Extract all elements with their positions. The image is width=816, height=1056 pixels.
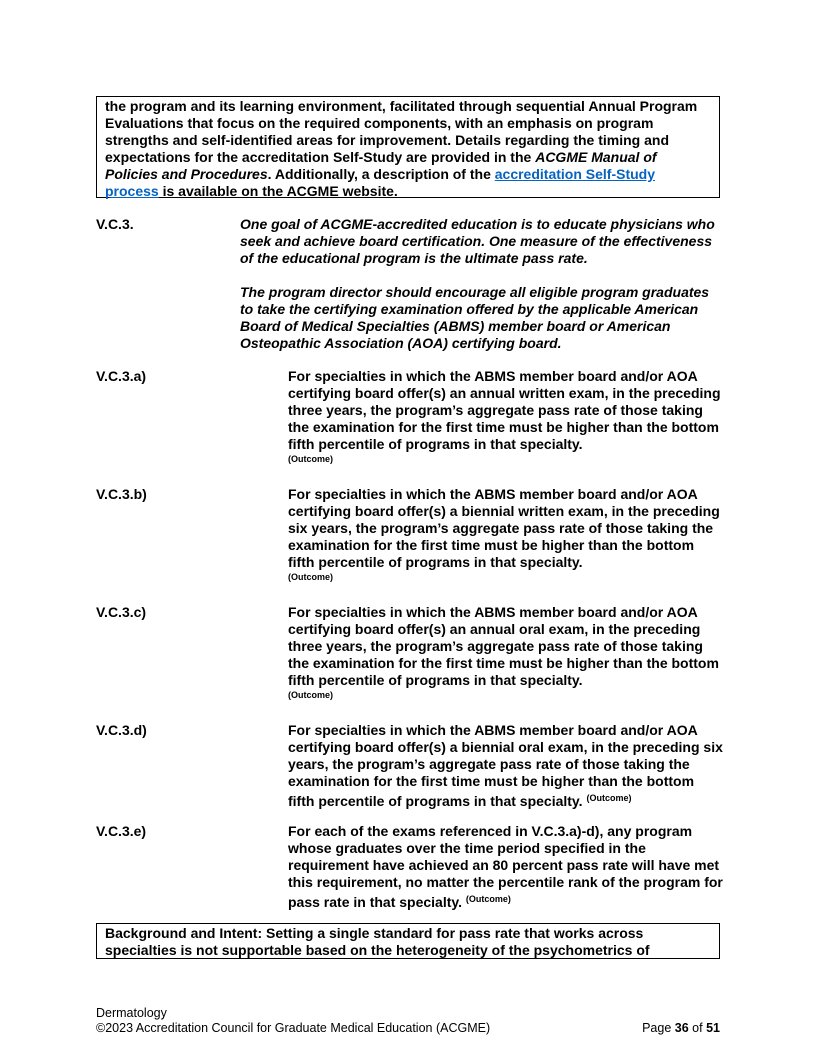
requirement-text: [288, 722, 724, 810]
outcome-tag: (Outcome): [288, 690, 333, 700]
requirement-paragraph: One goal of ACGME-accredited education is to educate physicians who seek and achieve board certification. One measure of the effectiveness of the educational program is the ultimate pass rate.: [240, 216, 715, 266]
outcome-tag: (Outcome): [288, 454, 333, 464]
requirement-number: V.C.3.e): [96, 823, 147, 839]
manual-title: ACGME Manual of Policies and Procedures: [105, 149, 657, 182]
requirement-body: For specialties in which the ABMS member board and/or AOA certifying board offer(s) a biennial oral exam, in the preceding six years, the program’s aggregate pass rate of those taking the examination for the first time must be higher than the bottom fifth percentile of programs in that specialty.: [288, 722, 723, 809]
requirement-number: V.C.3.c): [96, 604, 147, 620]
requirement-paragraph: The program director should encourage all eligible program graduates to take the certifying examination offered by the applicable American Board of Medical Specialties (ABMS) member board or American Osteopathic Association (AOA) certifying board.: [240, 284, 710, 351]
self-study-link[interactable]: accreditation Self-Study process: [105, 166, 656, 199]
requirement-number: V.C.3.: [96, 216, 134, 232]
requirement-body: For specialties in which the ABMS member board and/or AOA certifying board offer(s) an annual written exam, in the preceding three years, the program’s aggregate pass rate of those taking the examination for the first time must be higher than the bottom fifth percentile of programs in that specialty.: [288, 368, 721, 452]
intent-text: is available on the ACGME website.: [158, 183, 398, 199]
background-intent-text: Background and Intent: Setting a single standard for pass rate that works across specialties is not supportable based on the heterogeneity of the psychometrics of: [105, 925, 650, 958]
requirement-number: V.C.3.d): [96, 722, 147, 738]
requirement-body: For each of the exams referenced in V.C.3.a)-d), any program whose graduates over the time period specified in the requirement have achieved an 80 percent pass rate will have met this requirement, no matter the percentile rank of the program for pass rate in that specialty.: [288, 823, 723, 910]
requirement-text: [288, 368, 724, 466]
background-intent-box: [96, 923, 720, 959]
intent-box-continued: [96, 96, 720, 198]
requirement-number: V.C.3.b): [96, 486, 147, 502]
requirement-body: For specialties in which the ABMS member board and/or AOA certifying board offer(s) an annual oral exam, in the preceding three years, the program’s aggregate pass rate of those taking the examination for the first time must be higher than the bottom fifth percentile of programs in that specialty.: [288, 604, 719, 688]
intent-text: . Additionally, a description of the: [267, 166, 495, 182]
requirement-text: [240, 216, 720, 352]
requirement-text: [288, 486, 724, 584]
page-number: Page 36 of 51: [642, 1021, 720, 1035]
copyright: ©2023 Accreditation Council for Graduate Medical Education (ACGME): [96, 1021, 491, 1035]
footer-line: [96, 1021, 720, 1036]
requirement-text: [288, 604, 724, 702]
requirement-body: For specialties in which the ABMS member board and/or AOA certifying board offer(s) a biennial written exam, in the preceding six years, the program’s aggregate pass rate of those taking the examination for the first time must be higher than the bottom fifth percentile of programs in that specialty.: [288, 486, 720, 570]
outcome-tag: (Outcome): [465, 894, 511, 904]
outcome-tag: (Outcome): [586, 793, 632, 803]
requirement-number: V.C.3.a): [96, 368, 147, 384]
outcome-tag: (Outcome): [288, 572, 333, 582]
intent-text: the program and its learning environment, facilitated through sequential Annual Program Evaluations that focus on the required components, with an emphasis on program strengths and self-identified areas for improvement. Details regarding the timing and expectations for the accreditation Self-Study are provided in the: [105, 98, 698, 165]
footer-specialty: Dermatology: [96, 1006, 167, 1020]
requirement-text: [288, 823, 724, 911]
